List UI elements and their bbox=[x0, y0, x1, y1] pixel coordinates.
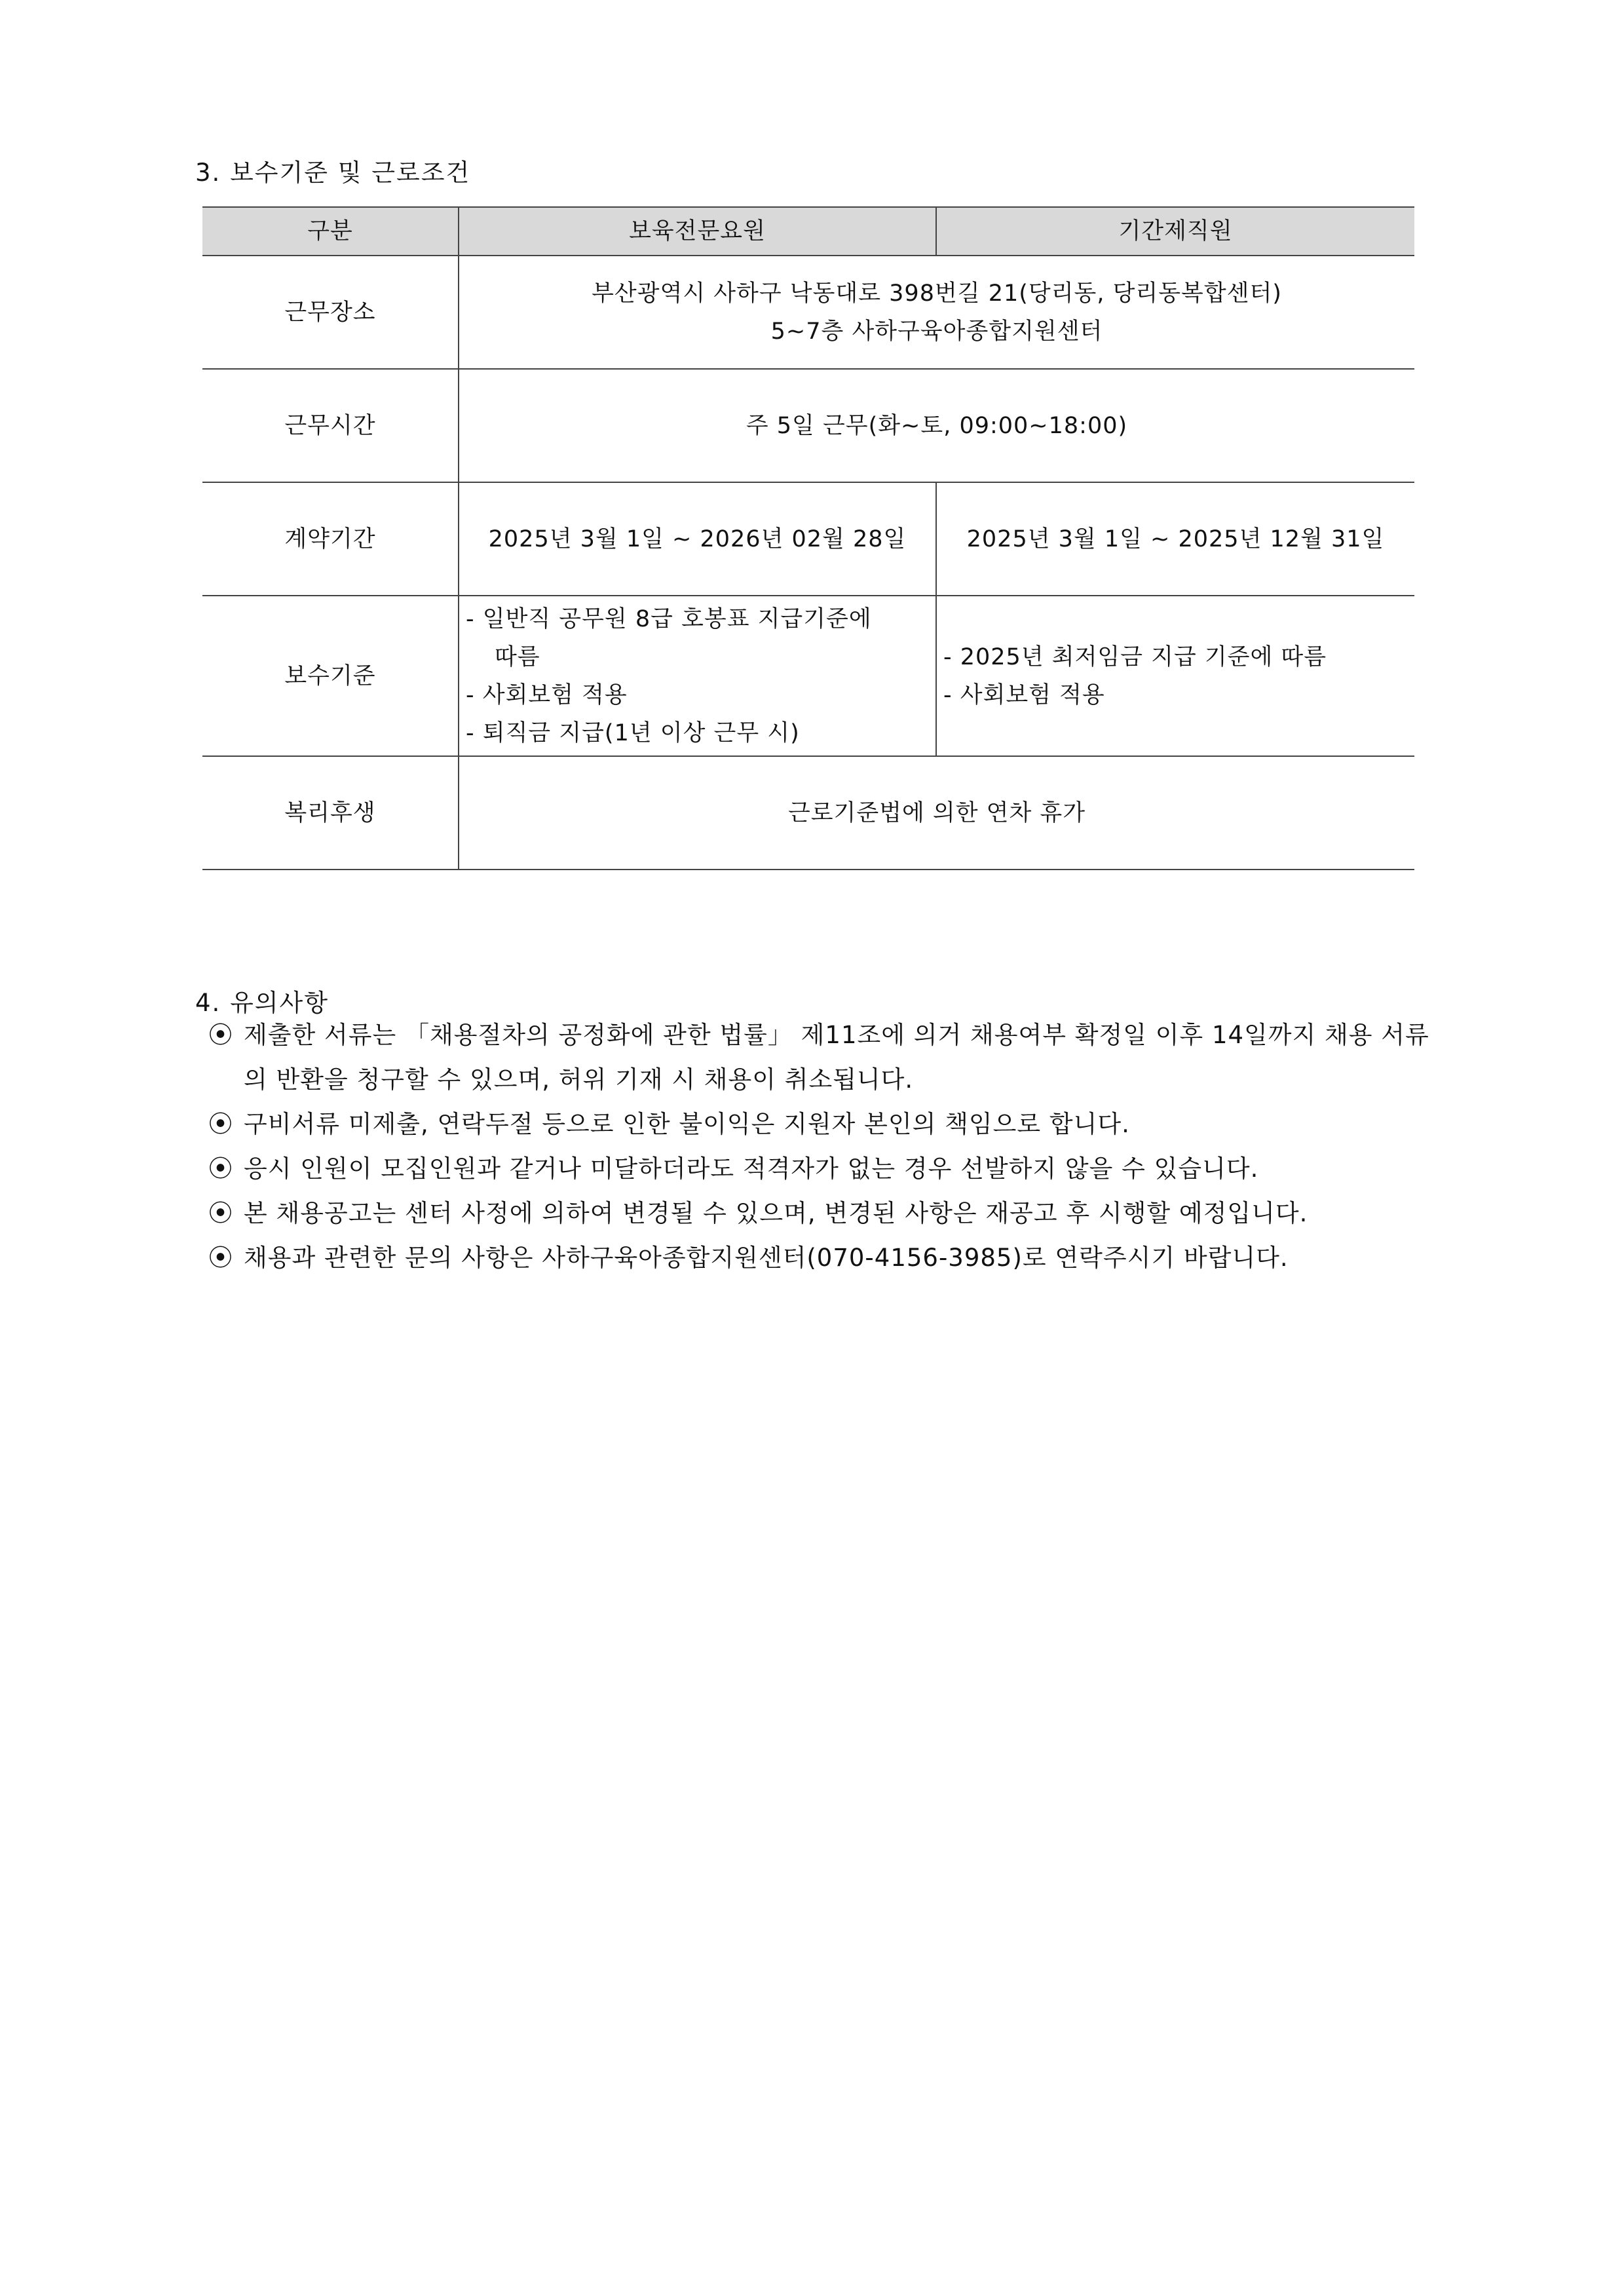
notice-text: 채용과 관련한 문의 사항은 사하구육아종합지원센터(070-4156-3985)로 연락주시기 바랍니다. bbox=[244, 1244, 1289, 1272]
pay-standard-specialist bbox=[459, 596, 936, 756]
row-label-work-place: 근무장소 bbox=[202, 256, 459, 369]
contract-period-staff: 2025년 3월 1일 ~ 2025년 12월 31일 bbox=[936, 482, 1414, 596]
work-place-value bbox=[459, 256, 1414, 369]
notice-text: 응시 인원이 모집인원과 같거나 미달하더라도 적격자가 없는 경우 선발하지 않을 수 있습니다. bbox=[244, 1155, 1259, 1183]
pay-line: - 일반직 공무원 8급 호봉표 지급기준에 bbox=[466, 605, 872, 632]
work-place-address: 부산광역시 사하구 낙동대로 398번길 21(당리동, 당리동복합센터) bbox=[592, 280, 1282, 307]
table-row-pay-standard bbox=[202, 596, 1414, 756]
contract-period-specialist: 2025년 3월 1일 ~ 2026년 02월 28일 bbox=[459, 482, 936, 596]
working-conditions-table bbox=[202, 206, 1414, 870]
table-header-row bbox=[202, 207, 1414, 256]
row-label-pay-standard: 보수기준 bbox=[202, 596, 459, 756]
benefits-value: 근로기준법에 의한 연차 휴가 bbox=[459, 756, 1414, 870]
pay-line: - 퇴직금 지급(1년 이상 근무 시) bbox=[466, 719, 800, 746]
notice-text: 본 채용공고는 센터 사정에 의하여 변경될 수 있으며, 변경된 사항은 재공고 후 시행할 예정입니다. bbox=[244, 1199, 1308, 1227]
pay-line: 따름 bbox=[495, 643, 540, 670]
list-item bbox=[208, 1236, 1453, 1280]
pay-standard-staff bbox=[936, 596, 1414, 756]
header-childcare-specialist: 보육전문요원 bbox=[459, 207, 936, 256]
list-item bbox=[208, 1013, 1453, 1102]
circled-dot-icon: ⦿ bbox=[208, 1155, 233, 1183]
circled-dot-icon: ⦿ bbox=[208, 1244, 233, 1272]
list-item bbox=[208, 1102, 1453, 1147]
table-row-work-hours bbox=[202, 369, 1414, 482]
notice-text: 구비서류 미제출, 연락두절 등으로 인한 불이익은 지원자 본인의 책임으로 합니다. bbox=[244, 1110, 1130, 1138]
table-row-benefits bbox=[202, 756, 1414, 870]
work-place-floor: 5~7층 사하구육아종합지원센터 bbox=[770, 318, 1103, 345]
section-4-title: 4. 유의사항 bbox=[195, 989, 330, 1017]
header-contract-staff: 기간제직원 bbox=[936, 207, 1414, 256]
table-row-contract-period bbox=[202, 482, 1414, 596]
circled-dot-icon: ⦿ bbox=[208, 1199, 233, 1227]
circled-dot-icon: ⦿ bbox=[208, 1110, 233, 1138]
pay-line: - 2025년 최저임금 지급 기준에 따름 bbox=[943, 643, 1327, 670]
row-label-contract-period: 계약기간 bbox=[202, 482, 459, 596]
row-label-work-hours: 근무시간 bbox=[202, 369, 459, 482]
header-category: 구분 bbox=[202, 207, 459, 256]
pay-line: - 사회보험 적용 bbox=[466, 681, 628, 708]
table-row-work-place bbox=[202, 256, 1414, 369]
row-label-benefits: 복리후생 bbox=[202, 756, 459, 870]
list-item bbox=[208, 1191, 1453, 1236]
section-3-title: 3. 보수기준 및 근로조건 bbox=[195, 159, 471, 187]
notice-list bbox=[208, 1013, 1453, 1280]
list-item bbox=[208, 1147, 1453, 1191]
work-hours-value: 주 5일 근무(화~토, 09:00~18:00) bbox=[459, 369, 1414, 482]
notice-text: 제출한 서류는 「채용절차의 공정화에 관한 법률」 제11조에 의거 채용여부 확정일 이후 14일까지 채용 서류의 반환을 청구할 수 있으며, 허위 기재 시 채용이 취소됩니다. bbox=[244, 1021, 1429, 1094]
circled-dot-icon: ⦿ bbox=[208, 1021, 233, 1049]
pay-line: - 사회보험 적용 bbox=[943, 681, 1105, 708]
